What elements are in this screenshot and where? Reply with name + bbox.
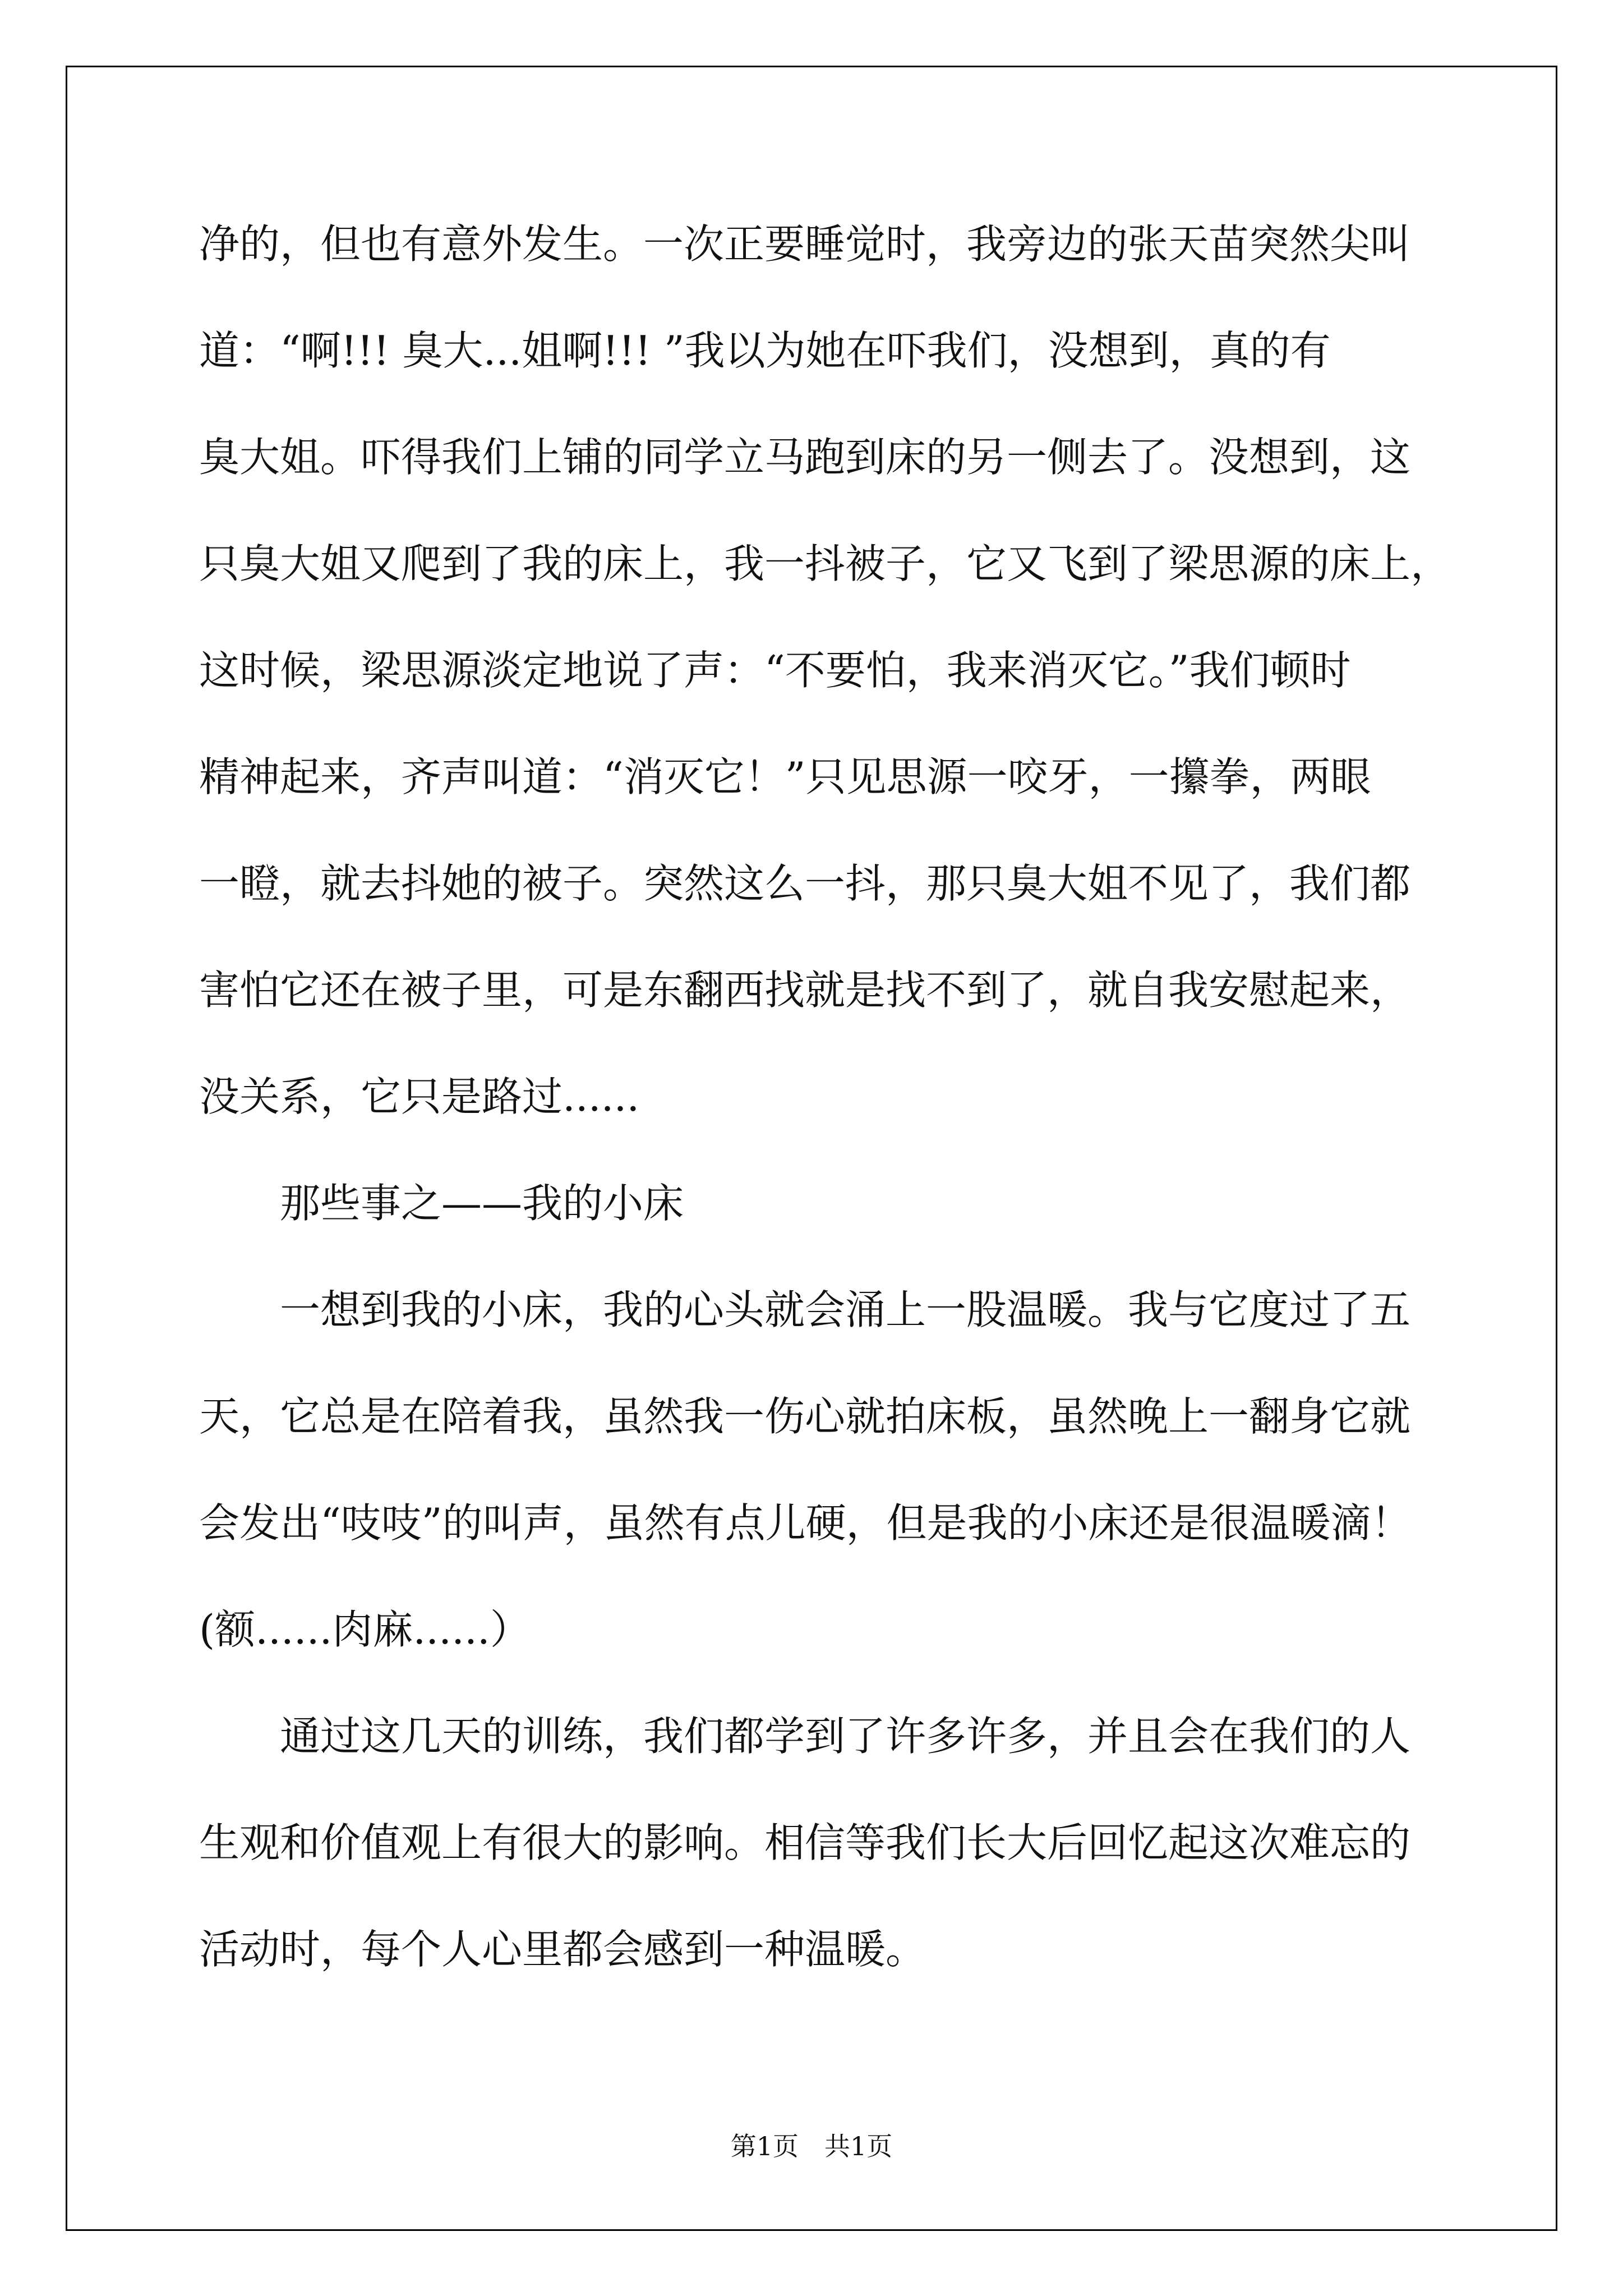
text-line: 只臭大姐又爬到了我的床上，我一抖被子，它又飞到了梁思源的床上， [199, 540, 1451, 587]
text-line: 精神起来，齐声叫道：“消灭它！”只见思源一咬牙，一攥拳，两眼 [199, 753, 1371, 800]
text-line: 这时候，梁思源淡定地说了声：“不要怕，我来消灭它。”我们顿时 [199, 647, 1351, 694]
text-line: 生观和价值观上有很大的影响。相信等我们长大后回忆起这次难忘的 [199, 1819, 1411, 1866]
section-heading: 那些事之——我的小床 [280, 1180, 684, 1227]
text-line: 道：“啊!!! 臭大...姐啊!!! ”我以为她在吓我们，没想到，真的有 [199, 327, 1331, 374]
text-line: 会发出“吱吱”的叫声，虽然有点儿硬，但是我的小床还是很温暖滴！ [199, 1499, 1412, 1547]
text-line: 害怕它还在被子里，可是东翻西找就是找不到了，就自我安慰起来， [199, 967, 1411, 1014]
text-line: 一想到我的小床，我的心头就会涌上一股温暖。我与它度过了五 [280, 1286, 1411, 1333]
text-line: 天，它总是在陪着我，虽然我一伤心就拍床板，虽然晚上一翻身它就 [199, 1393, 1411, 1440]
page-border [66, 66, 1557, 2231]
text-line: 通过这几天的训练，我们都学到了许多许多，并且会在我们的人 [280, 1713, 1411, 1760]
text-line: 一瞪，就去抖她的被子。突然这么一抖，那只臭大姐不见了，我们都 [199, 860, 1411, 907]
page-footer: 第1页 共1页 [730, 2131, 893, 2161]
text-line: 没关系，它只是路过...... [199, 1073, 640, 1120]
text-line: (额......肉麻......） [199, 1606, 531, 1653]
text-line: 臭大姐。吓得我们上铺的同学立马跑到床的另一侧去了。没想到，这 [199, 434, 1411, 481]
text-line: 活动时，每个人心里都会感到一种温暖。 [199, 1926, 926, 1973]
text-line: 净的，但也有意外发生。一次正要睡觉时，我旁边的张天苗突然尖叫 [199, 220, 1411, 268]
